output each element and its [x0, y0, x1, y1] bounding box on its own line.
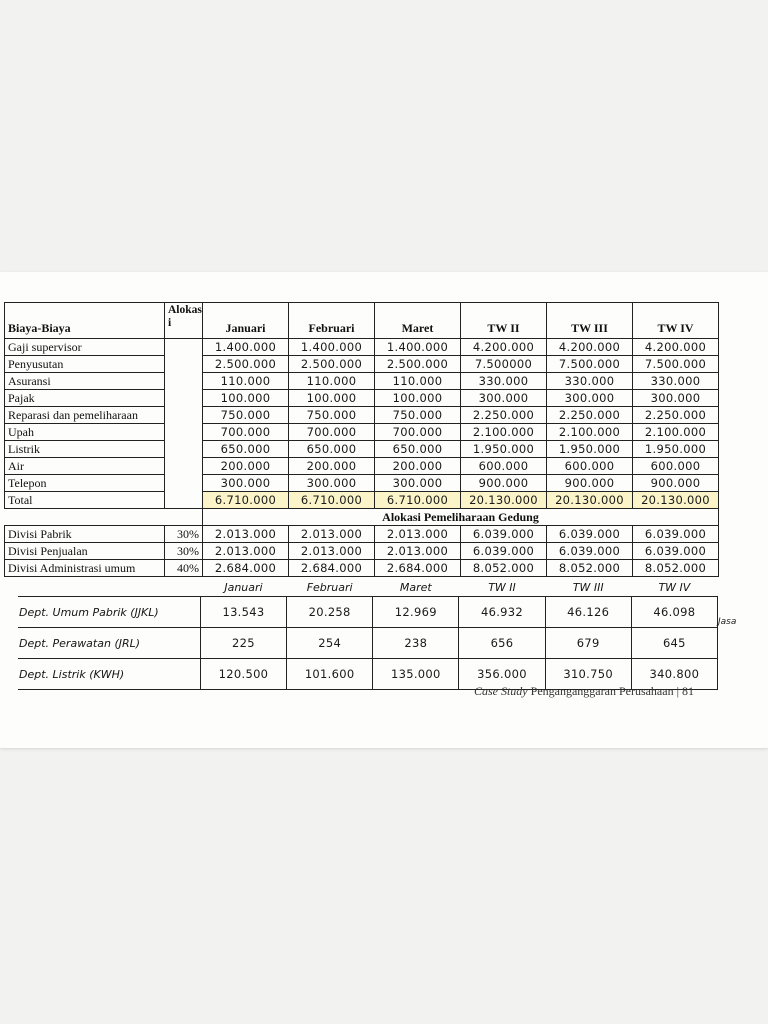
allocation-value: 8.052.000 — [633, 560, 719, 577]
header-januari: Januari — [203, 303, 289, 339]
handwritten-value: 254 — [287, 628, 373, 659]
allocation-value: 2.013.000 — [375, 543, 461, 560]
value-cell: 2.250.000 — [633, 407, 719, 424]
total-value: 20.130.000 — [547, 492, 633, 509]
handwritten-value: 340.800 — [631, 659, 717, 690]
row-label: Asuransi — [5, 373, 165, 390]
handwritten-header: Maret — [399, 580, 432, 594]
alokasi-cell — [165, 492, 203, 509]
allocation-value: 2.684.000 — [289, 560, 375, 577]
row-label: Pajak — [5, 390, 165, 407]
value-cell: 300.000 — [289, 475, 375, 492]
value-cell: 900.000 — [547, 475, 633, 492]
row-label: Gaji supervisor — [5, 339, 165, 356]
total-value: 6.710.000 — [203, 492, 289, 509]
row-label: Penyusutan — [5, 356, 165, 373]
allocation-title: Alokasi Pemeliharaan Gedung — [203, 509, 719, 526]
value-cell: 7.500.000 — [633, 356, 719, 373]
alokasi-cell — [165, 458, 203, 475]
alokasi-cell — [165, 339, 203, 356]
alokasi-cell — [165, 407, 203, 424]
table-row — [5, 356, 719, 373]
allocation-pct: 40% — [165, 560, 203, 577]
table-row — [5, 458, 719, 475]
value-cell: 330.000 — [461, 373, 547, 390]
header-tw4: TW IV — [633, 303, 719, 339]
alokasi-cell — [165, 373, 203, 390]
handwritten-header: TW IV — [658, 580, 691, 594]
row-label: Reparasi dan pemeliharaan — [5, 407, 165, 424]
allocation-value: 6.039.000 — [547, 526, 633, 543]
value-cell: 1.950.000 — [633, 441, 719, 458]
handwritten-value: 656 — [459, 628, 545, 659]
allocation-row — [5, 526, 719, 543]
value-cell: 300.000 — [547, 390, 633, 407]
handwritten-value: 238 — [373, 628, 459, 659]
row-label: Listrik — [5, 441, 165, 458]
handwritten-value: 46.932 — [459, 597, 545, 628]
total-value: 6.710.000 — [289, 492, 375, 509]
handwritten-header: Februari — [306, 580, 353, 594]
allocation-value: 2.013.000 — [203, 526, 289, 543]
page-footer — [474, 684, 694, 699]
allocation-label: Divisi Pabrik — [5, 526, 165, 543]
table-row — [5, 475, 719, 492]
handwritten-value: 310.750 — [545, 659, 631, 690]
blank-cell — [5, 509, 203, 526]
alokasi-cell — [165, 356, 203, 373]
value-cell: 2.500.000 — [289, 356, 375, 373]
value-cell: 300.000 — [375, 475, 461, 492]
handwritten-value: 46.126 — [545, 597, 631, 628]
handwritten-header-row — [18, 578, 718, 597]
allocation-value: 8.052.000 — [547, 560, 633, 577]
header-februari: Februari — [289, 303, 375, 339]
value-cell: 7.500.000 — [547, 356, 633, 373]
handwritten-value: 46.098 — [631, 597, 717, 628]
handwritten-value: 135.000 — [373, 659, 459, 690]
cost-table — [4, 302, 719, 577]
row-label: Air — [5, 458, 165, 475]
allocation-label: Divisi Administrasi umum — [5, 560, 165, 577]
value-cell: 900.000 — [633, 475, 719, 492]
value-cell: 600.000 — [461, 458, 547, 475]
row-label: Telepon — [5, 475, 165, 492]
value-cell: 300.000 — [461, 390, 547, 407]
allocation-row — [5, 543, 719, 560]
value-cell: 2.100.000 — [547, 424, 633, 441]
value-cell: 4.200.000 — [633, 339, 719, 356]
allocation-value: 8.052.000 — [461, 560, 547, 577]
handwritten-label: Dept. Perawatan (JRL) — [18, 628, 200, 659]
value-cell: 1.400.000 — [203, 339, 289, 356]
value-cell: 700.000 — [203, 424, 289, 441]
value-cell: 2.100.000 — [633, 424, 719, 441]
allocation-value: 2.013.000 — [289, 543, 375, 560]
total-value: 20.130.000 — [461, 492, 547, 509]
allocation-value: 6.039.000 — [633, 543, 719, 560]
value-cell: 7.500000 — [461, 356, 547, 373]
table-row — [5, 424, 719, 441]
allocation-value: 2.013.000 — [289, 526, 375, 543]
total-label: Total — [5, 492, 165, 509]
alokasi-cell — [165, 475, 203, 492]
allocation-value: 6.039.000 — [461, 526, 547, 543]
header-tw2: TW II — [461, 303, 547, 339]
table-row — [5, 373, 719, 390]
value-cell: 600.000 — [633, 458, 719, 475]
value-cell: 200.000 — [375, 458, 461, 475]
header-row — [5, 303, 719, 339]
table-row — [5, 441, 719, 458]
allocation-title-row — [5, 509, 719, 526]
total-value: 20.130.000 — [633, 492, 719, 509]
value-cell: 300.000 — [633, 390, 719, 407]
value-cell: 2.250.000 — [547, 407, 633, 424]
allocation-row — [5, 560, 719, 577]
header-tw3: TW III — [547, 303, 633, 339]
value-cell: 2.500.000 — [203, 356, 289, 373]
table-row — [5, 390, 719, 407]
handwritten-value: 356.000 — [459, 659, 545, 690]
allocation-pct: 30% — [165, 543, 203, 560]
allocation-pct: 30% — [165, 526, 203, 543]
handwritten-value: 101.600 — [287, 659, 373, 690]
value-cell: 650.000 — [375, 441, 461, 458]
value-cell: 650.000 — [203, 441, 289, 458]
allocation-value: 6.039.000 — [633, 526, 719, 543]
value-cell: 110.000 — [203, 373, 289, 390]
value-cell: 1.400.000 — [289, 339, 375, 356]
value-cell: 750.000 — [289, 407, 375, 424]
side-note: Jasa — [718, 617, 737, 627]
handwritten-value: 679 — [545, 628, 631, 659]
handwritten-value: 645 — [631, 628, 717, 659]
header-biaya: Biaya-Biaya — [5, 303, 165, 339]
value-cell: 1.400.000 — [375, 339, 461, 356]
allocation-value: 6.039.000 — [547, 543, 633, 560]
value-cell: 200.000 — [203, 458, 289, 475]
handwritten-value: 13.543 — [200, 597, 286, 628]
value-cell: 700.000 — [375, 424, 461, 441]
value-cell: 300.000 — [203, 475, 289, 492]
allocation-value: 6.039.000 — [461, 543, 547, 560]
allocation-value: 2.684.000 — [203, 560, 289, 577]
handwritten-header: TW II — [488, 580, 516, 594]
table-row — [5, 339, 719, 356]
value-cell: 650.000 — [289, 441, 375, 458]
value-cell: 330.000 — [547, 373, 633, 390]
header-maret: Maret — [375, 303, 461, 339]
header-alokasi: Alokasi — [165, 303, 203, 339]
handwritten-label: Dept. Umum Pabrik (JJKL) — [18, 597, 200, 628]
handwritten-label: Dept. Listrik (KWH) — [18, 659, 200, 690]
handwritten-value: 12.969 — [373, 597, 459, 628]
allocation-value: 2.684.000 — [375, 560, 461, 577]
value-cell: 2.500.000 — [375, 356, 461, 373]
value-cell: 1.950.000 — [547, 441, 633, 458]
total-value: 6.710.000 — [375, 492, 461, 509]
handwritten-header: Januari — [224, 580, 263, 594]
allocation-label: Divisi Penjualan — [5, 543, 165, 560]
value-cell: 4.200.000 — [461, 339, 547, 356]
value-cell: 700.000 — [289, 424, 375, 441]
value-cell: 110.000 — [289, 373, 375, 390]
alokasi-cell — [165, 424, 203, 441]
allocation-value: 2.013.000 — [203, 543, 289, 560]
value-cell: 330.000 — [633, 373, 719, 390]
value-cell: 2.100.000 — [461, 424, 547, 441]
value-cell: 4.200.000 — [547, 339, 633, 356]
total-row — [5, 492, 719, 509]
blank-cell — [18, 578, 200, 597]
value-cell: 200.000 — [289, 458, 375, 475]
footer-italic: Case Study — [473, 684, 528, 698]
table-row — [5, 407, 719, 424]
value-cell: 100.000 — [203, 390, 289, 407]
handwritten-value: 20.258 — [287, 597, 373, 628]
value-cell: 600.000 — [547, 458, 633, 475]
value-cell: 110.000 — [375, 373, 461, 390]
handwritten-row — [18, 628, 718, 659]
alokasi-cell — [165, 441, 203, 458]
handwritten-value: 225 — [200, 628, 286, 659]
value-cell: 1.950.000 — [461, 441, 547, 458]
handwritten-row — [18, 597, 718, 628]
value-cell: 900.000 — [461, 475, 547, 492]
footer-text: Penganganggaran Perusahaan | 81 — [530, 684, 694, 698]
value-cell: 750.000 — [375, 407, 461, 424]
value-cell: 100.000 — [289, 390, 375, 407]
value-cell: 2.250.000 — [461, 407, 547, 424]
handwritten-table — [18, 578, 718, 690]
alokasi-cell — [165, 390, 203, 407]
row-label: Upah — [5, 424, 165, 441]
handwritten-value: 120.500 — [200, 659, 286, 690]
handwritten-header: TW III — [572, 580, 604, 594]
value-cell: 100.000 — [375, 390, 461, 407]
allocation-value: 2.013.000 — [375, 526, 461, 543]
value-cell: 750.000 — [203, 407, 289, 424]
